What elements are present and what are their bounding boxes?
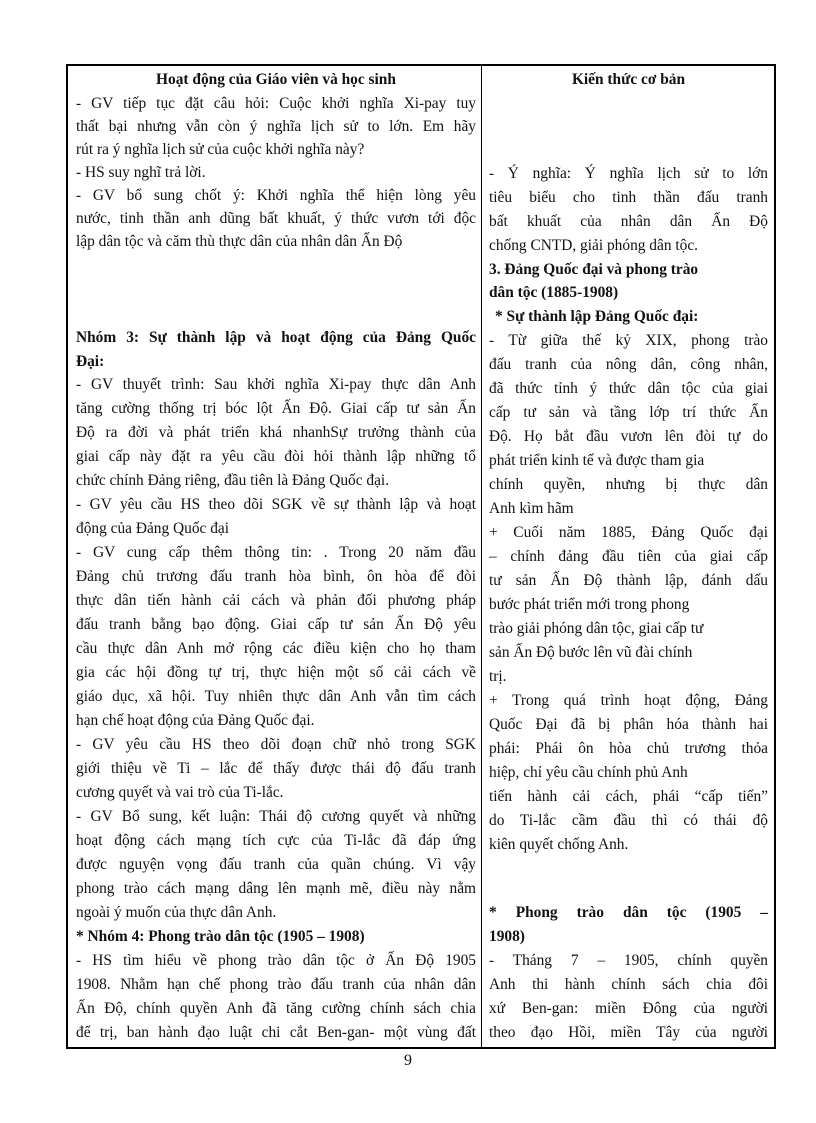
knowledge-text-line: Anh kìm hãm (489, 500, 574, 517)
activity-text-line: tăng cường thống trị bóc lột Ấn Độ. Giai cấp tư sản Ấn (76, 400, 476, 417)
knowledge-text-line: - Tháng 7 – 1905, chính quyền (489, 952, 768, 969)
activity-text-line: - GV cung cấp thêm thông tin: . Trong 20 năm đầu (76, 544, 476, 561)
activity-text-line: hoạt động cách mạng tích cực của Ti-lắc đã đáp ứng (76, 832, 476, 849)
knowledge-text-line: cấp tư sản và tầng lớp trí thức Ấn (489, 404, 768, 421)
knowledge-text-line: – chính đảng đầu tiên của giai cấp (489, 548, 768, 565)
activity-text-line: Đảng chủ trương đấu tranh hòa bình, ôn hòa để đòi (76, 568, 476, 585)
activity-text-line: đấu tranh bằng bạo động. Giai cấp tư sản Ấn Độ yêu (76, 616, 476, 633)
knowledge-text-line: trị. (489, 668, 507, 685)
activity-text-line: - GV bổ sung chốt ý: Khởi nghĩa thể hiện lòng yêu (76, 187, 476, 204)
activity-text-line: - GV yêu cầu HS theo dõi SGK về sự thành lập và hoạt (76, 496, 476, 513)
knowledge-text-line: tiêu biểu cho tinh thần đấu tranh (489, 189, 768, 206)
knowledge-text-line: xứ Ben-gan: miền Đông của người (489, 1000, 768, 1017)
knowledge-text-line: đấu tranh của nông dân, công nhân, (489, 356, 768, 373)
knowledge-text-line: sản Ấn Độ bước lên vũ đài chính (489, 644, 693, 661)
activity-text-line: giới thiệu về Ti – lắc để thấy được thái độ đấu tranh (76, 760, 476, 777)
left-column-header: Hoạt động của Giáo viên và học sinh (156, 71, 396, 88)
activity-text-line: Độ ra đời và phát triển khá nhanhSự trưởng thành của (76, 424, 476, 441)
knowledge-text-line: theo đạo Hồi, miền Tây của người (489, 1024, 768, 1041)
knowledge-text-line: chính quyền, nhưng bị thực dân (489, 476, 768, 493)
knowledge-text-line: trào giải phóng dân tộc, giai cấp tư (489, 620, 704, 637)
page-number: 9 (404, 1052, 412, 1069)
knowledge-text-line: * Sự thành lập Đảng Quốc đại: (495, 308, 699, 325)
activity-text-line: phong trào cách mạng dâng lên mạnh mẽ, điều này nằm (76, 880, 476, 897)
activity-text-line: rút ra ý nghĩa lịch sử của cuộc khởi nghĩa này? (76, 141, 365, 158)
activity-text-line: * Nhóm 4: Phong trào dân tộc (1905 – 1908) (76, 928, 365, 945)
knowledge-text-line: Độ. Họ bắt đầu vươn lên đòi tự do (489, 428, 768, 445)
activity-text-line: - HS suy nghĩ trả lời. (76, 164, 206, 181)
knowledge-text-line: tiến hành cải cách, phái “cấp tiến” (489, 788, 768, 805)
knowledge-text-line: 3. Đảng Quốc đại và phong trào (489, 261, 699, 278)
right-column-header: Kiến thức cơ bản (571, 71, 686, 88)
knowledge-text-line: Anh thi hành chính sách chia đôi (489, 976, 768, 993)
knowledge-text-line: do Ti-lắc cầm đầu thì có thái độ (489, 812, 768, 829)
activity-text-line: - HS tìm hiểu về phong trào dân tộc ở Ấn Độ 1905 (76, 952, 476, 969)
knowledge-text-line: - Từ giữa thế kỷ XIX, phong trào (489, 332, 768, 349)
activity-text-line: - GV yêu cầu HS theo dõi đoạn chữ nhỏ trong SGK (76, 736, 476, 753)
activity-text-line: giai cấp này đặt ra yêu cầu đòi hỏi thành lập những tổ (76, 448, 476, 465)
knowledge-text-line: đã thức tỉnh ý thức dân tộc của giai (489, 380, 768, 397)
activity-text-line: - GV thuyết trình: Sau khởi nghĩa Xi-pay thực dân Anh (76, 376, 476, 393)
activity-text-line: nước, tinh thần anh dũng bất khuất, ý thức vươn tới độc (76, 210, 476, 227)
activity-text-line: - GV tiếp tục đặt câu hỏi: Cuộc khởi nghĩa Xi-pay tuy (76, 95, 476, 112)
activity-text-line: lập dân tộc và căm thù thực dân của nhân dân Ấn Độ (76, 233, 403, 250)
knowledge-text-line: chống CNTD, giải phóng dân tộc. (489, 237, 699, 254)
activity-text-line: Ấn Độ, chính quyền Anh đã tăng cường chính sách chia (76, 1000, 476, 1017)
activity-text-line: cương quyết và vai trò của Ti-lắc. (76, 784, 284, 801)
activity-text-line: thực dân tiến hành cải cách và phản đối phương pháp (76, 592, 476, 609)
column-divider (481, 66, 482, 1047)
knowledge-text-line: 1908) (489, 928, 525, 945)
activity-text-line: được nguyện vọng đấu tranh của quần chúng. Vì vậy (76, 856, 476, 873)
activity-text-line: động của Đảng Quốc đại (76, 520, 230, 537)
knowledge-text-line: - Ý nghĩa: Ý nghĩa lịch sử to lớn (489, 165, 768, 182)
activity-text-line: cầu thực dân Anh mở rộng các điều kiện cho họ tham (76, 640, 476, 657)
activity-text-line: - GV Bổ sung, kết luận: Thái độ cương quyết và những (76, 808, 476, 825)
activity-text-line: giáo dục, xã hội. Tuy nhiên thực dân Anh vẫn tìm cách (76, 688, 476, 705)
activity-text-line: Nhóm 3: Sự thành lập và hoạt động của Đảng Quốc (76, 329, 476, 346)
activity-text-line: chức chính Đảng riêng, đầu tiên là Đảng Quốc đại. (76, 472, 390, 489)
activity-text-line: gia các hội đồng tự trị, thực hiện một số cải cách về (76, 664, 476, 681)
activity-text-line: hạn chế hoạt động của Đảng Quốc đại. (76, 712, 315, 729)
activity-text-line: thất bại nhưng vẫn còn ý nghĩa lịch sử to lớn. Em hãy (76, 118, 476, 135)
knowledge-text-line: hiệp, chỉ yêu cầu chính phủ Anh (489, 764, 688, 781)
knowledge-text-line: bước phát triển mới trong phong (489, 596, 690, 613)
activity-text-line: để trị, ban hành đạo luật chi cắt Ben-gan- một vùng đất (76, 1024, 476, 1041)
activity-text-line: ngoài ý muốn của thực dân Anh. (76, 904, 277, 921)
knowledge-text-line: Quốc Đại đã bị phân hóa thành hai (489, 716, 768, 733)
knowledge-text-line: * Phong trào dân tộc (1905 – (489, 904, 768, 921)
knowledge-text-line: + Trong quá trình hoạt động, Đảng (489, 692, 768, 709)
content-table (66, 64, 776, 1049)
knowledge-text-line: dân tộc (1885-1908) (489, 284, 619, 301)
knowledge-text-line: tư sản Ấn Độ thành lập, đánh dấu (489, 572, 768, 589)
activity-text-line: 1908. Nhằm hạn chế phong trào đấu tranh của nhân dân (76, 976, 476, 993)
activity-text-line: Đại: (76, 353, 105, 370)
knowledge-text-line: phát triển kinh tế và được tham gia (489, 452, 705, 469)
knowledge-text-line: phái: Phái ôn hòa chủ trương thỏa (489, 740, 768, 757)
knowledge-text-line: kiên quyết chống Anh. (489, 836, 629, 853)
knowledge-text-line: bất khuất của nhân dân Ấn Độ (489, 213, 768, 230)
knowledge-text-line: + Cuối năm 1885, Đảng Quốc đại (489, 524, 768, 541)
